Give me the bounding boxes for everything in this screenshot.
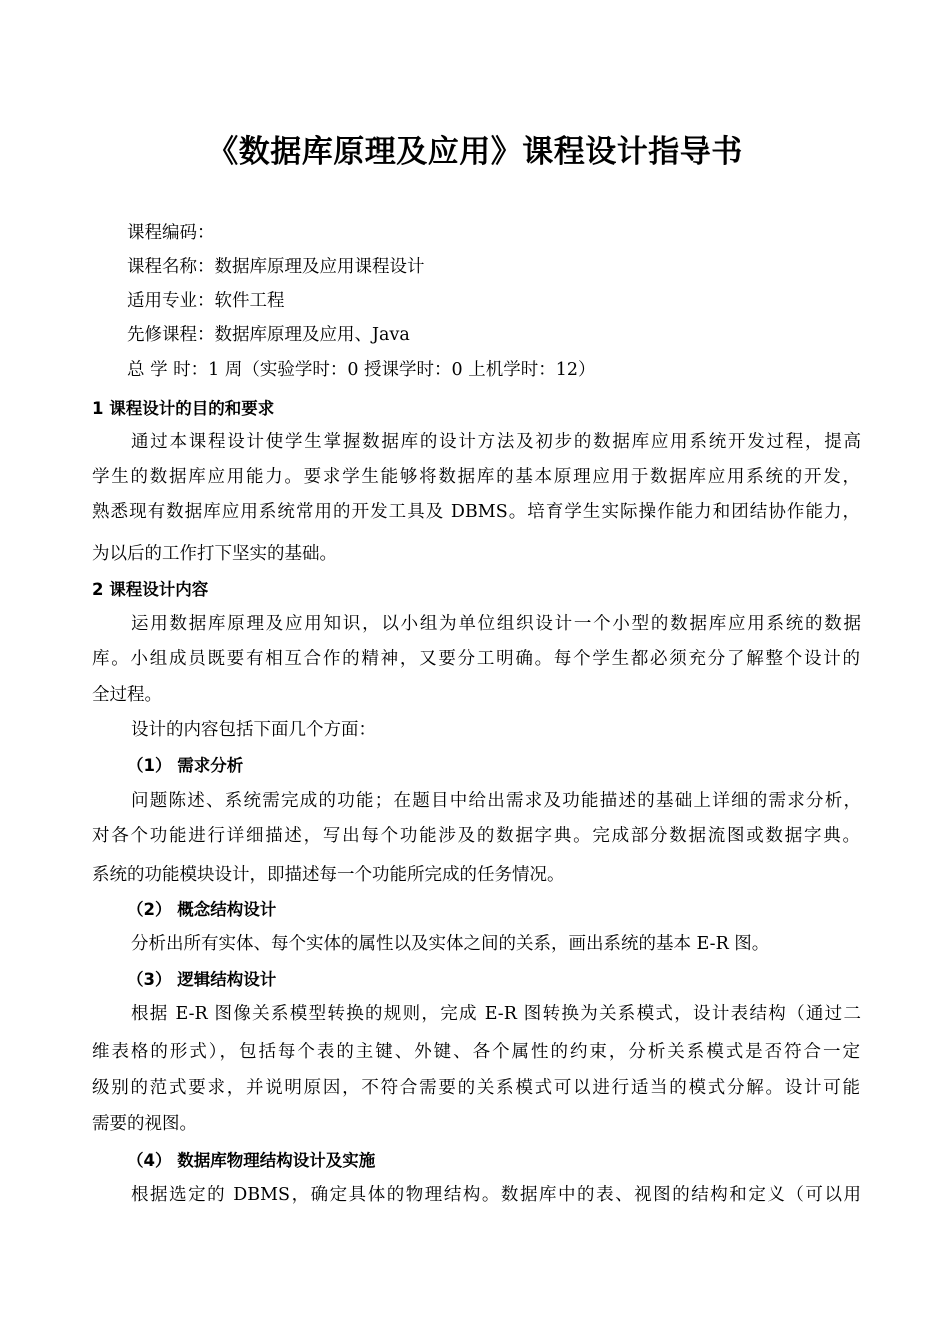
subsection-3-line: 需要的视图。 [92,1114,197,1134]
subsection-3-line: 维表格的形式），包括每个表的主键、外键、各个属性的约束，分析关系模式是否符合一定 [92,1042,860,1062]
subsection-1-line: 系统的功能模块设计，即描述每一个功能所完成的任务情况。 [92,865,565,885]
document-title: 《数据库原理及应用》课程设计指导书 [207,134,743,170]
subsection-3-heading: （3） 逻辑结构设计 [127,970,277,989]
section-1-line: 为以后的工作打下坚实的基础。 [92,544,337,564]
prerequisite-courses: 先修课程：数据库原理及应用、Java [127,325,410,345]
section-1-heading: 1 课程设计的目的和要求 [92,399,275,418]
subsection-2-line: 分析出所有实体、每个实体的属性以及实体之间的关系，画出系统的基本 E-R 图。 [131,934,770,954]
subsection-1-heading: （1） 需求分析 [127,756,244,775]
subsection-1-line: 对各个功能进行详细描述，写出每个功能涉及的数据字典。完成部分数据流图或数据字典。 [92,826,860,846]
course-name: 课程名称：数据库原理及应用课程设计 [127,257,425,277]
section-1-line: 学生的数据库应用能力。要求学生能够将数据库的基本原理应用于数据库应用系统的开发， [92,467,860,487]
section-2-line: 库。小组成员既要有相互合作的精神，又要分工明确。每个学生都必须充分了解整个设计的 [92,649,860,669]
section-1-line: 通过本课程设计使学生掌握数据库的设计方法及初步的数据库应用系统开发过程，提高 [131,432,861,452]
applicable-major: 适用专业：软件工程 [127,291,285,311]
section-2-line: 全过程。 [92,685,162,705]
subsection-3-line: 级别的范式要求，并说明原因，不符合需要的关系模式可以进行适当的模式分解。设计可能 [92,1078,860,1098]
subsection-4-heading: （4） 数据库物理结构设计及实施 [127,1151,376,1170]
total-hours: 总 学 时：1 周（实验学时：0 授课学时：0 上机学时：12） [127,360,596,380]
section-1-line: 熟悉现有数据库应用系统常用的开发工具及 DBMS。培育学生实际操作能力和团结协作能力， [92,502,860,522]
aspects-intro: 设计的内容包括下面几个方面： [131,720,376,740]
subsection-1-line: 问题陈述、系统需完成的功能；在题目中给出需求及功能描述的基础上详细的需求分析， [131,791,861,811]
subsection-3-line: 根据 E-R 图像关系模型转换的规则，完成 E-R 图转换为关系模式，设计表结构（通过二 [131,1004,861,1024]
section-2-line: 运用数据库原理及应用知识，以小组为单位组织设计一个小型的数据库应用系统的数据 [131,614,861,634]
subsection-2-heading: （2） 概念结构设计 [127,900,277,919]
subsection-4-line: 根据选定的 DBMS，确定具体的物理结构。数据库中的表、视图的结构和定义（可以用 [131,1185,861,1205]
section-2-heading: 2 课程设计内容 [92,580,209,599]
course-code: 课程编码： [127,223,215,243]
